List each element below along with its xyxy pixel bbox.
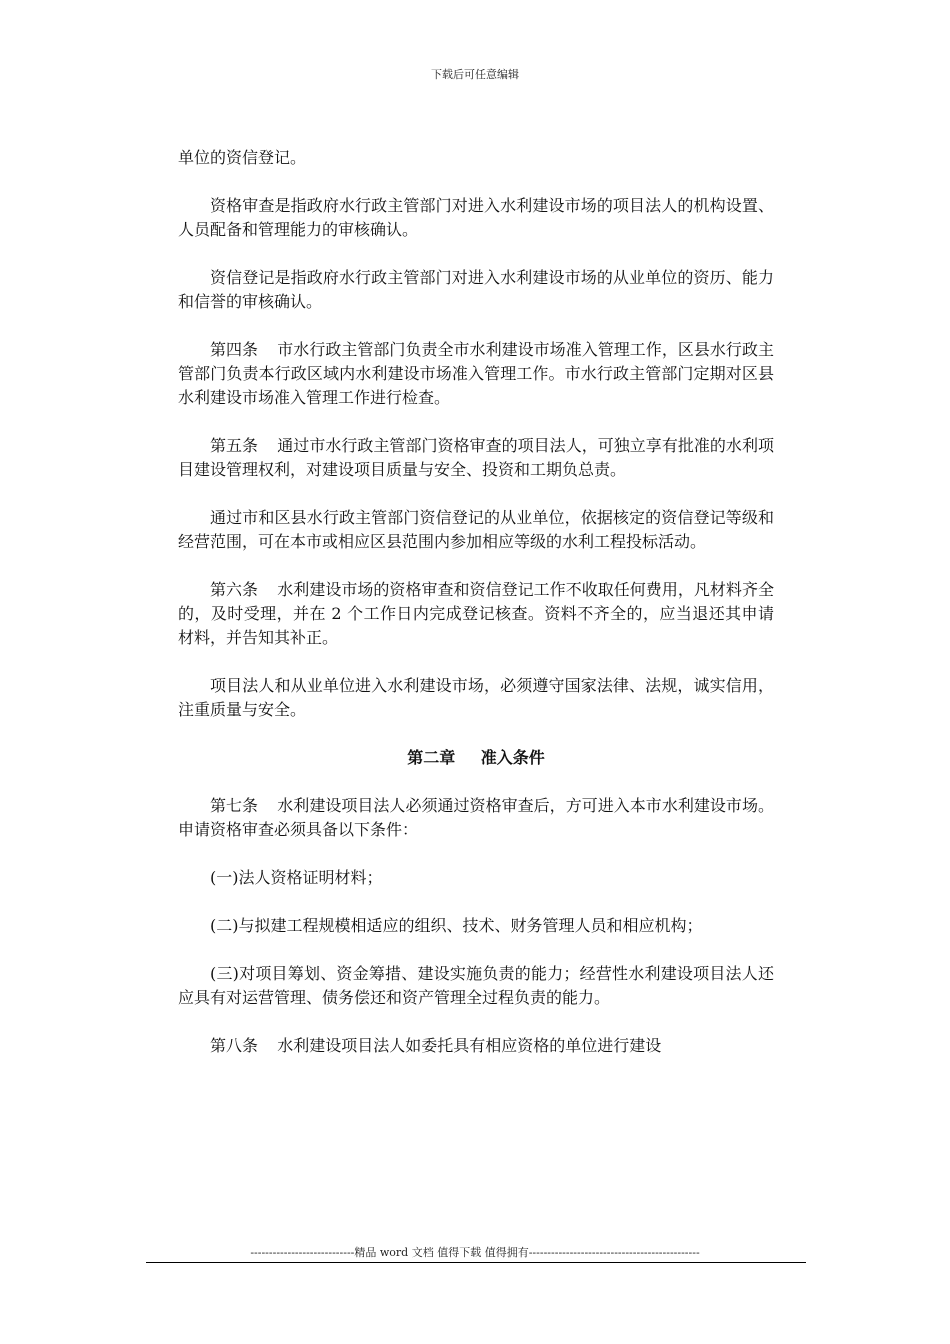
article-text: 水利建设项目法人如委托具有相应资格的单位进行建设 bbox=[277, 1036, 662, 1055]
chapter-number: 第二章 bbox=[407, 748, 456, 767]
list-item: (二)与拟建工程规模相适应的组织、技术、财务管理人员和相应机构； bbox=[210, 916, 703, 935]
paragraph: 资格审查是指政府水行政主管部门对进入水利建设市场的项目法人的机构设置、人员配备和管理能力的审核确认。 bbox=[178, 196, 774, 239]
article-number: 第六条 bbox=[210, 580, 259, 599]
paragraph: 单位的资信登记。 bbox=[178, 148, 307, 167]
chapter-title: 准入条件 bbox=[480, 748, 545, 767]
article-number: 第五条 bbox=[210, 436, 259, 455]
list-item: (一)法人资格证明材料； bbox=[210, 868, 383, 887]
article-paragraph bbox=[178, 338, 774, 410]
page-header: 下载后可任意编辑 bbox=[431, 68, 519, 81]
article-paragraph bbox=[178, 434, 774, 482]
paragraph: 通过市和区县水行政主管部门资信登记的从业单位，依据核定的资信登记等级和经营范围，可在本市或相应区县范围内参加相应等级的水利工程投标活动。 bbox=[178, 508, 774, 551]
article-number: 第七条 bbox=[210, 796, 259, 815]
article-number: 第八条 bbox=[210, 1036, 259, 1055]
page-footer: ----------------------------精品 word 文档 值得下载 值得拥有---------------------------------------------- bbox=[250, 1246, 700, 1259]
article-text: 通过市水行政主管部门资格审查的项目法人，可独立享有批准的水利项目建设管理权利，对建设项目质量与安全、投资和工期负总责。 bbox=[178, 436, 774, 479]
article-paragraph bbox=[178, 1034, 774, 1058]
article-paragraph bbox=[178, 578, 774, 650]
article-paragraph bbox=[178, 794, 774, 842]
list-item: (三)对项目筹划、资金筹措、建设实施负责的能力；经营性水利建设项目法人还应具有对运营管理、债务偿还和资产管理全过程负责的能力。 bbox=[178, 964, 774, 1007]
document-body bbox=[178, 146, 774, 1082]
article-number: 第四条 bbox=[210, 340, 259, 359]
paragraph: 资信登记是指政府水行政主管部门对进入水利建设市场的从业单位的资历、能力和信誉的审核确认。 bbox=[178, 268, 774, 311]
article-text: 水利建设项目法人必须通过资格审查后，方可进入本市水利建设市场。申请资格审查必须具备以下条件： bbox=[178, 796, 774, 839]
paragraph: 项目法人和从业单位进入水利建设市场，必须遵守国家法律、法规，诚实信用，注重质量与安全。 bbox=[178, 676, 774, 719]
article-text: 市水行政主管部门负责全市水利建设市场准入管理工作，区县水行政主管部门负责本行政区域内水利建设市场准入管理工作。市水行政主管部门定期对区县水利建设市场准入管理工作进行检查。 bbox=[178, 340, 774, 407]
footer-divider bbox=[146, 1262, 806, 1263]
chapter-heading bbox=[178, 746, 774, 770]
article-text: 水利建设市场的资格审查和资信登记工作不收取任何费用，凡材料齐全的，及时受理，并在 2 个工作日内完成登记核查。资料不齐全的，应当退还其申请材料，并告知其补正。 bbox=[178, 580, 774, 647]
